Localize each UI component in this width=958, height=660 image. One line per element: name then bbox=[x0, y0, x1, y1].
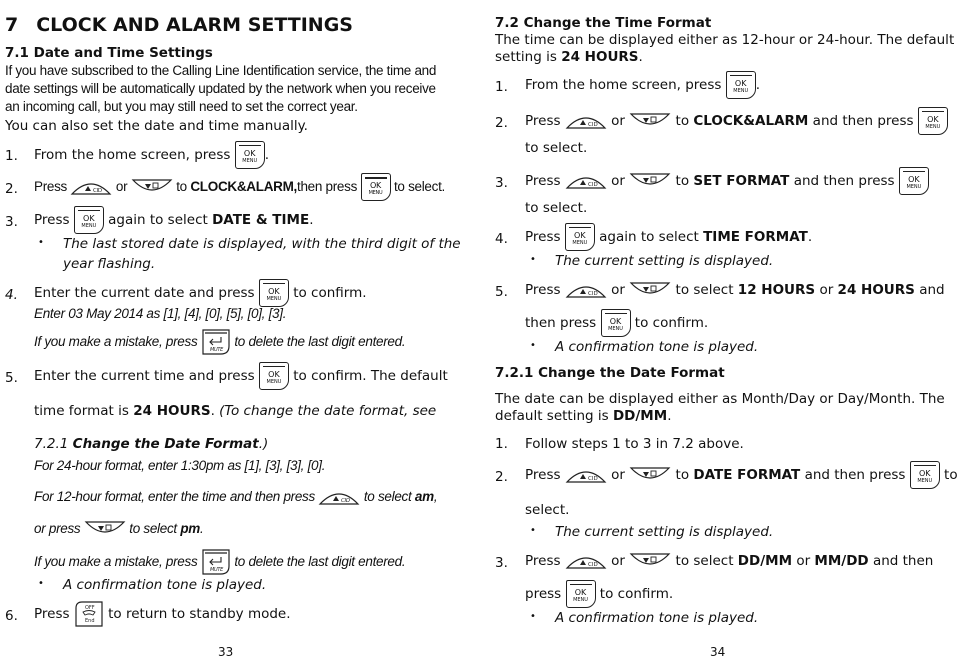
step-text: then press bbox=[297, 179, 358, 194]
step-text: Press bbox=[525, 282, 561, 298]
paragraph-line: The time can be displayed either as 12-hour or 24-hour. The default bbox=[495, 32, 955, 48]
step-text: to select. bbox=[393, 179, 445, 194]
example-pm bbox=[34, 514, 203, 544]
bullet-text: A confirmation tone is played. bbox=[555, 610, 759, 626]
step-text: again to select bbox=[599, 229, 699, 245]
ref-text: Change the Date Format bbox=[72, 436, 259, 452]
ok-menu-key-icon: OK MENU bbox=[565, 223, 595, 251]
step-text: to select. bbox=[525, 200, 588, 216]
menu-option: CLOCK&ALARM bbox=[693, 113, 809, 129]
down-phonebook-key-icon bbox=[131, 178, 173, 196]
menu-option: DD/MM bbox=[612, 408, 668, 424]
step-text: Press bbox=[525, 173, 561, 189]
bullet-icon: • bbox=[530, 611, 536, 622]
up-cid-key-icon bbox=[565, 552, 607, 570]
svg-text:CID: CID bbox=[587, 122, 598, 128]
step-text: Press bbox=[525, 467, 561, 483]
step-number: 3. bbox=[495, 555, 508, 571]
bullet-icon: • bbox=[530, 525, 536, 536]
example-text: to select bbox=[129, 521, 177, 536]
step-text: and then press bbox=[812, 113, 914, 129]
bullet-text: The current setting is displayed. bbox=[555, 253, 774, 269]
step-text: or bbox=[611, 173, 625, 189]
example-text: pm bbox=[180, 521, 200, 536]
step-text: . bbox=[309, 212, 314, 228]
chapter-title: CLOCK AND ALARM SETTINGS bbox=[36, 14, 353, 36]
ok-menu-key-icon: OK MENU bbox=[899, 167, 929, 195]
mistake-note bbox=[34, 547, 405, 577]
bullet-text: year flashing. bbox=[63, 256, 156, 272]
ok-menu-key-icon: OK MENU bbox=[910, 461, 940, 489]
date-step-2 bbox=[525, 460, 958, 490]
left-page bbox=[0, 0, 460, 660]
step-text: to bbox=[176, 179, 187, 194]
menu-option: TIME FORMAT bbox=[703, 229, 808, 245]
svg-text:End: End bbox=[84, 618, 95, 624]
up-cid-key-icon bbox=[565, 466, 607, 484]
step-text: or bbox=[611, 467, 625, 483]
step-text: and then press bbox=[804, 467, 906, 483]
step-text: to select. bbox=[525, 140, 588, 156]
mistake-note bbox=[34, 327, 405, 357]
bullet-icon: • bbox=[38, 237, 44, 248]
menu-option: 24 HOURS bbox=[133, 403, 211, 419]
section-heading-7-2-1: 7.2.1 Change the Date Format bbox=[495, 365, 725, 381]
menu-option: 12 HOURS bbox=[737, 282, 816, 298]
up-cid-key-icon bbox=[565, 112, 607, 130]
ok-menu-key-icon: OK MENU bbox=[235, 141, 265, 169]
note-text: If you make a mistake, press bbox=[34, 554, 198, 569]
intro-line-4: You can also set the date and time manually. bbox=[5, 118, 308, 134]
menu-option: SET FORMAT bbox=[693, 173, 790, 189]
paragraph-line bbox=[495, 408, 671, 424]
up-cid-key-icon bbox=[565, 172, 607, 190]
chapter-heading bbox=[5, 14, 353, 36]
ok-menu-key-icon: OK MENU bbox=[74, 206, 104, 234]
example-text: am bbox=[414, 489, 434, 504]
note-text: to delete the last digit entered. bbox=[234, 334, 406, 349]
step-4 bbox=[525, 222, 812, 252]
example-text: or press bbox=[34, 521, 81, 536]
step-text: to bbox=[944, 467, 958, 483]
step-number: 5. bbox=[495, 284, 508, 300]
step-text: to confirm. bbox=[293, 285, 367, 301]
step-number: 1. bbox=[495, 79, 508, 95]
ok-menu-key-icon: OK MENU bbox=[361, 173, 391, 201]
date-step-3 bbox=[525, 546, 933, 576]
ok-menu-key-icon: OK MENU bbox=[601, 309, 631, 337]
step-text: press bbox=[525, 586, 562, 602]
step-text: (To change the date format, see bbox=[219, 403, 437, 419]
step-text: . bbox=[807, 229, 813, 245]
step-text: Press bbox=[34, 212, 70, 228]
down-phonebook-key-icon bbox=[629, 466, 671, 484]
step-text: Follow steps 1 to 3 in 7.2 above. bbox=[525, 436, 744, 452]
svg-text:CID: CID bbox=[93, 188, 103, 195]
step-number: 2. bbox=[495, 115, 508, 131]
bullet-text: The current setting is displayed. bbox=[555, 524, 774, 540]
step-4 bbox=[34, 278, 367, 308]
step-text: to bbox=[675, 113, 690, 129]
bullet-icon: • bbox=[530, 340, 536, 351]
step-text: Press bbox=[525, 113, 561, 129]
step-5 bbox=[525, 275, 945, 305]
step-text: . bbox=[264, 147, 269, 163]
step-text: or bbox=[611, 282, 625, 298]
step-text: Enter the current date and press bbox=[34, 285, 255, 301]
step-text: or bbox=[611, 113, 625, 129]
example-text: . bbox=[199, 521, 204, 536]
step-number: 4. bbox=[5, 287, 18, 303]
ref-text: .) bbox=[258, 436, 269, 452]
step-number: 3. bbox=[5, 214, 18, 230]
step-text: to bbox=[675, 173, 690, 189]
example-text: to select bbox=[363, 489, 412, 504]
down-phonebook-key-icon bbox=[629, 281, 671, 299]
intro-line-2: date settings will be automatically updated by the network when you receive bbox=[5, 81, 436, 96]
svg-text:CID: CID bbox=[587, 476, 598, 482]
svg-text:MUTE: MUTE bbox=[209, 347, 223, 354]
svg-text:CID: CID bbox=[587, 562, 598, 568]
intro-line-1: If you have subscribed to the Calling Line Identification service, the time and bbox=[5, 63, 437, 78]
back-mute-key-icon bbox=[201, 548, 231, 576]
step-1 bbox=[525, 70, 760, 100]
step-5 bbox=[34, 361, 448, 391]
step-text: or bbox=[819, 282, 834, 298]
section-heading-7-2: 7.2 Change the Time Format bbox=[495, 15, 712, 31]
example-text: Enter 03 May 2014 as [1], [4], [0], [5], [0], [3]. bbox=[34, 306, 287, 321]
section-heading-7-1: 7.1 Date and Time Settings bbox=[5, 45, 213, 61]
menu-option: CLOCK&ALARM, bbox=[190, 179, 297, 194]
step-text: to select bbox=[675, 553, 734, 569]
chapter-number: 7 bbox=[5, 14, 19, 36]
ok-menu-key-icon: OK MENU bbox=[259, 362, 289, 390]
svg-text:OFF: OFF bbox=[84, 605, 95, 611]
ok-menu-key-icon: OK MENU bbox=[566, 580, 596, 608]
step-text: . bbox=[755, 77, 760, 93]
step-text: Press bbox=[34, 606, 70, 622]
ok-menu-key-icon: OK MENU bbox=[918, 107, 948, 135]
step-text: From the home screen, press bbox=[34, 147, 231, 163]
paragraph-text: . bbox=[638, 49, 643, 65]
step-text: to confirm. The default bbox=[293, 368, 448, 384]
step-text: or bbox=[796, 553, 811, 569]
ref-text: 7.2.1 bbox=[34, 436, 73, 452]
example-text: , bbox=[433, 489, 438, 504]
example-12h bbox=[34, 482, 437, 512]
svg-text:CID: CID bbox=[587, 182, 598, 188]
off-end-key-icon bbox=[74, 600, 104, 628]
step-text: to return to standby mode. bbox=[108, 606, 291, 622]
step-1 bbox=[34, 140, 269, 170]
step-text: again to select bbox=[108, 212, 208, 228]
step-5-line-2 bbox=[525, 308, 708, 338]
paragraph-text: setting is bbox=[495, 49, 557, 65]
paragraph-line: The date can be displayed either as Month/Day or Day/Month. The bbox=[495, 391, 945, 407]
step-text: Enter the current time and press bbox=[34, 368, 255, 384]
menu-option: MM/DD bbox=[814, 553, 869, 569]
step-number: 3. bbox=[495, 175, 508, 191]
step-number: 1. bbox=[495, 436, 508, 452]
step-text: or bbox=[611, 553, 625, 569]
intro-line-3: an incoming call, but you may still need to set the correct year. bbox=[5, 99, 358, 114]
right-page bbox=[495, 0, 958, 660]
up-cid-key-icon bbox=[70, 178, 112, 196]
down-phonebook-key-icon bbox=[629, 172, 671, 190]
step-text: to bbox=[675, 467, 690, 483]
step-2 bbox=[525, 106, 948, 136]
bullet-text: A confirmation tone is played. bbox=[555, 339, 759, 355]
down-phonebook-key-icon bbox=[84, 520, 126, 538]
step-text: Press bbox=[34, 179, 68, 194]
date-step-3-line-2 bbox=[525, 579, 673, 609]
step-6 bbox=[34, 599, 291, 629]
step-text: to confirm. bbox=[599, 586, 674, 602]
date-format-reference bbox=[34, 436, 268, 452]
step-text: and then bbox=[872, 553, 934, 569]
svg-text:MUTE: MUTE bbox=[209, 567, 223, 574]
page-number: 33 bbox=[218, 645, 234, 659]
paragraph-line bbox=[495, 49, 643, 65]
example-text: For 12-hour format, enter the time and then press bbox=[34, 489, 315, 504]
step-number: 2. bbox=[5, 181, 18, 197]
menu-option: DATE & TIME bbox=[212, 212, 310, 228]
step-3 bbox=[34, 205, 314, 235]
menu-option: DD/MM bbox=[737, 553, 793, 569]
down-phonebook-key-icon bbox=[629, 112, 671, 130]
ok-menu-key-icon: OK MENU bbox=[259, 279, 289, 307]
step-number: 1. bbox=[5, 148, 18, 164]
ok-menu-key-icon: OK MENU bbox=[726, 71, 756, 99]
menu-option: 24 HOURS bbox=[561, 49, 639, 65]
step-text: and bbox=[919, 282, 945, 298]
page-number: 34 bbox=[710, 645, 726, 659]
step-text: select. bbox=[525, 502, 570, 518]
bullet-text: A confirmation tone is played. bbox=[63, 577, 267, 593]
step-3 bbox=[525, 166, 929, 196]
step-text: . bbox=[210, 403, 220, 419]
step-text: time format is bbox=[34, 403, 129, 419]
menu-option: DATE FORMAT bbox=[693, 467, 801, 483]
menu-option: 24 HOURS bbox=[837, 282, 915, 298]
step-text: From the home screen, press bbox=[525, 77, 722, 93]
down-phonebook-key-icon bbox=[629, 552, 671, 570]
step-text: and then press bbox=[793, 173, 895, 189]
bullet-icon: • bbox=[38, 578, 44, 589]
bullet-icon: • bbox=[530, 254, 536, 265]
paragraph-text: default setting is bbox=[495, 408, 609, 424]
step-2 bbox=[34, 172, 445, 202]
step-text: to confirm. bbox=[634, 315, 709, 331]
paragraph-text: . bbox=[667, 408, 672, 424]
step-number: 5. bbox=[5, 370, 18, 386]
step-5-line-2 bbox=[34, 403, 436, 419]
bullet-text: The last stored date is displayed, with the third digit of the bbox=[63, 236, 461, 252]
up-cid-key-icon bbox=[318, 488, 360, 506]
example-text: For 24-hour format, enter 1:30pm as [1], [3], [3], [0]. bbox=[34, 458, 326, 473]
note-text: If you make a mistake, press bbox=[34, 334, 198, 349]
step-number: 2. bbox=[495, 469, 508, 485]
step-text: to select bbox=[675, 282, 734, 298]
note-text: to delete the last digit entered. bbox=[234, 554, 406, 569]
svg-text:CID: CID bbox=[341, 498, 351, 505]
step-number: 6. bbox=[5, 608, 18, 624]
step-text: or bbox=[115, 179, 128, 194]
step-text: Press bbox=[525, 229, 561, 245]
step-text: Press bbox=[525, 553, 561, 569]
up-cid-key-icon bbox=[565, 281, 607, 299]
step-number: 4. bbox=[495, 231, 508, 247]
back-mute-key-icon bbox=[201, 328, 231, 356]
svg-text:CID: CID bbox=[587, 291, 598, 297]
step-text: then press bbox=[525, 315, 597, 331]
